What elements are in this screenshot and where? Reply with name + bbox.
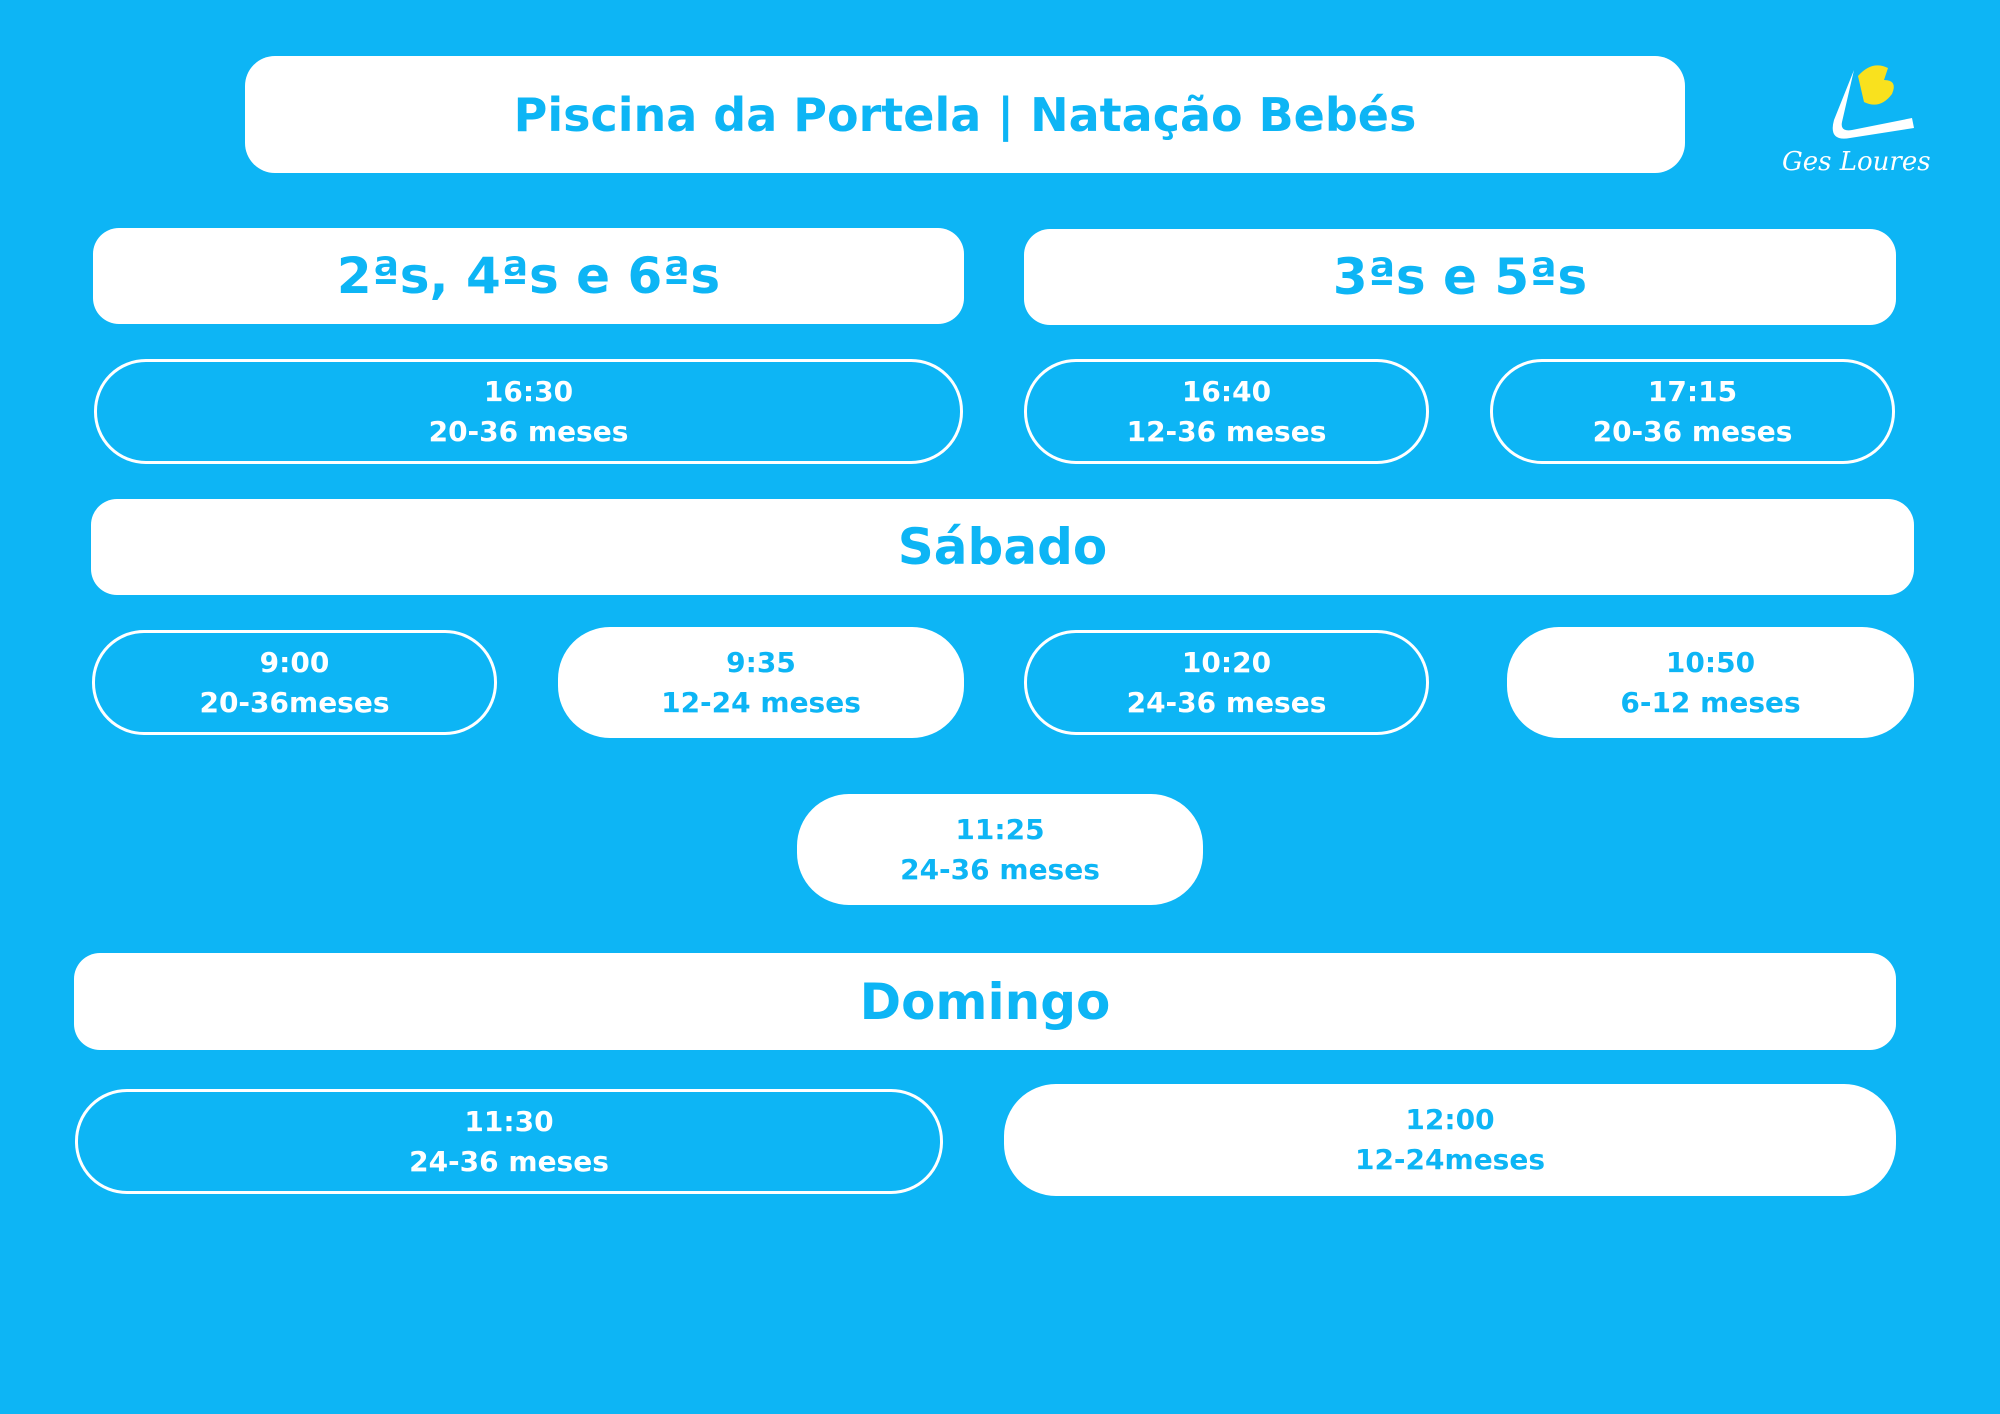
- slot-time: 12:00: [1405, 1103, 1495, 1136]
- slot-age: 20-36 meses: [1592, 414, 1793, 448]
- slot-age: 12-24 meses: [661, 685, 861, 719]
- slot-time: 16:40: [1181, 374, 1272, 408]
- slot-age: 20-36meses: [199, 685, 390, 719]
- slot-time: 10:50: [1665, 645, 1756, 679]
- slot-age: 12-36 meses: [1126, 414, 1327, 448]
- slot-time: 9:35: [726, 645, 796, 679]
- heading-sunday: Domingo: [74, 953, 1896, 1050]
- ges-loures-logo: [1780, 58, 1940, 178]
- slot-age: 24-36 meses: [409, 1144, 609, 1178]
- slot-saturday-2: [558, 627, 964, 738]
- slot-time: 9:00: [259, 645, 330, 679]
- slot-sunday-1: [75, 1089, 943, 1194]
- slot-time: 17:15: [1647, 374, 1738, 408]
- slot-time: 16:30: [483, 374, 574, 408]
- slot-age: 24-36 meses: [900, 852, 1100, 886]
- slot-age: 24-36 meses: [1126, 685, 1327, 719]
- slot-time: 10:20: [1181, 645, 1272, 679]
- slot-time: 11:30: [464, 1104, 554, 1138]
- slot-age: 20-36 meses: [428, 414, 629, 448]
- heading-mon-wed-fri: 2ªs, 4ªs e 6ªs: [93, 228, 964, 324]
- slot-mon-wed-fri-1: [94, 359, 963, 464]
- slot-time: 11:25: [955, 812, 1045, 846]
- slot-age: 6-12 meses: [1620, 685, 1801, 719]
- slot-age: 12-24meses: [1354, 1143, 1546, 1176]
- slot-tue-thu-2: [1490, 359, 1895, 464]
- logo-wordmark: Ges Loures: [1782, 147, 1931, 177]
- page-title: [245, 56, 1685, 173]
- slot-saturday-5: [797, 794, 1203, 905]
- slot-sunday-2: [1004, 1084, 1896, 1196]
- slot-saturday-1: [92, 630, 497, 735]
- heading-saturday: Sábado: [91, 499, 1914, 595]
- slot-saturday-4: [1507, 627, 1914, 738]
- slot-tue-thu-1: [1024, 359, 1429, 464]
- slot-saturday-3: [1024, 630, 1429, 735]
- heading-tue-thu: 3ªs e 5ªs: [1024, 229, 1896, 325]
- page-title-text: Piscina da Portela | Natação Bebés: [513, 87, 1417, 142]
